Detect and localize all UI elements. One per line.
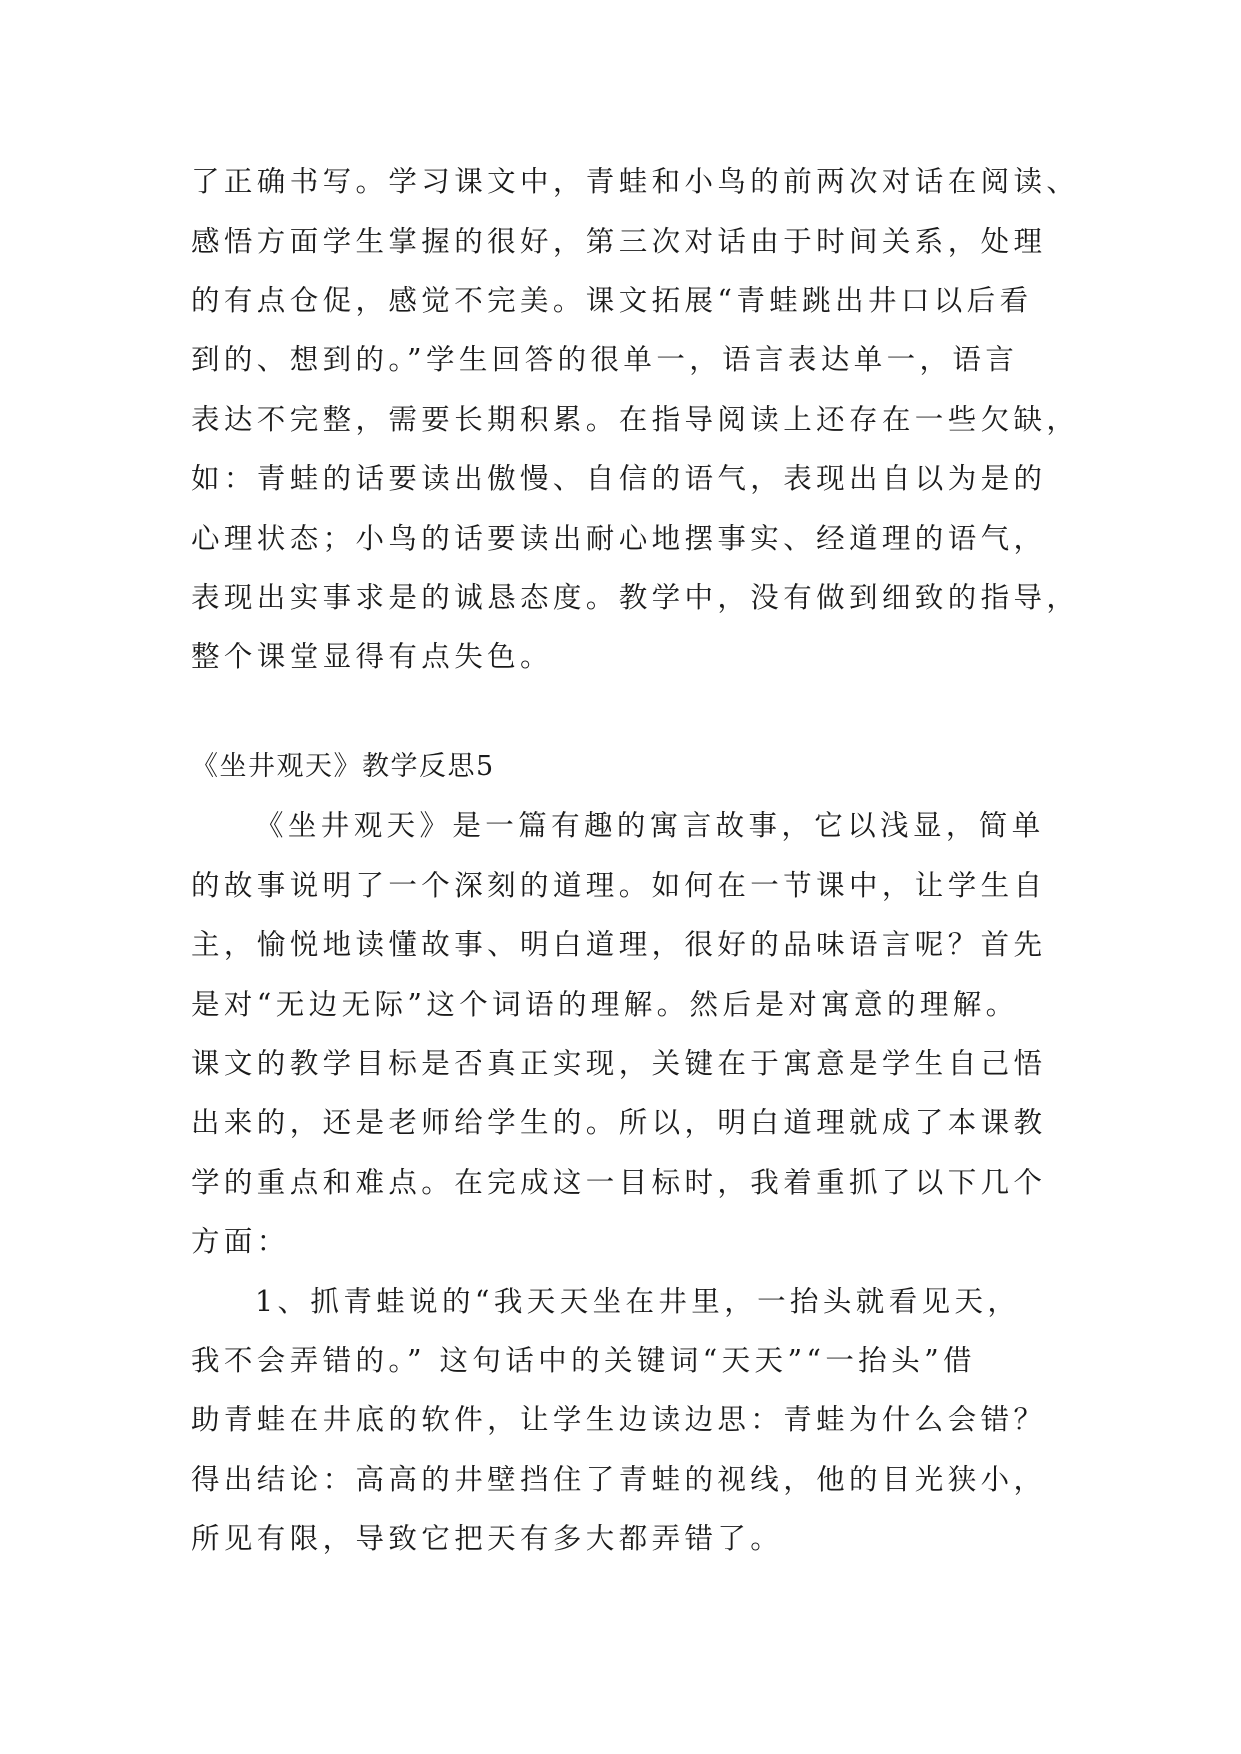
paragraph-1-line: 了正确书写。学习课文中，青蛙和小鸟的前两次对话在阅读、 <box>191 165 1080 198</box>
paragraph-2-line: 《坐井观天》是一篇有趣的寓言故事，它以浅显，简单 <box>255 809 1045 842</box>
paragraph-3-line: 我不会弄错的。” 这句话中的关键词“天天”“一抬头”借 <box>191 1344 976 1377</box>
paragraph-3-line: 助青蛙在井底的软件，让学生边读边思：青蛙为什么会错？ <box>191 1403 1047 1436</box>
paragraph-3-line: 得出结论：高高的井壁挡住了青蛙的视线，他的目光狭小， <box>191 1463 1047 1496</box>
paragraph-1-line: 感悟方面学生掌握的很好，第三次对话由于时间关系，处理 <box>191 225 1047 258</box>
paragraph-3-line: 1、抓青蛙说的“我天天坐在井里，一抬头就看见天， <box>255 1285 1021 1318</box>
paragraph-2-line: 主，愉悦地读懂故事、明白道理，很好的品味语言呢？首先 <box>191 928 1047 961</box>
paragraph-2-line: 方面： <box>191 1225 290 1258</box>
paragraph-1-line: 的有点仓促，感觉不完美。课文拓展“青蛙跳出井口以后看 <box>191 284 1033 317</box>
paragraph-1-line: 表达不完整，需要长期积累。在指导阅读上还存在一些欠缺， <box>191 403 1080 436</box>
paragraph-1-line: 心理状态；小鸟的话要读出耐心地摆事实、经道理的语气， <box>191 522 1047 555</box>
paragraph-1-line: 整个课堂显得有点失色。 <box>191 640 553 673</box>
paragraph-2-line: 的故事说明了一个深刻的道理。如何在一节课中，让学生自 <box>191 869 1047 902</box>
paragraph-1-line: 如：青蛙的话要读出傲慢、自信的语气，表现出自以为是的 <box>191 462 1047 495</box>
paragraph-2-line: 课文的教学目标是否真正实现，关键在于寓意是学生自己悟 <box>191 1047 1047 1080</box>
paragraph-2-line: 出来的，还是老师给学生的。所以，明白道理就成了本课教 <box>191 1106 1047 1139</box>
paragraph-2-line: 是对“无边无际”这个词语的理解。然后是对寓意的理解。 <box>191 988 1019 1021</box>
paragraph-1-line: 到的、想到的。”学生回答的很单一，语言表达单一，语言 <box>191 343 1019 376</box>
paragraph-1-line: 表现出实事求是的诚恳态度。教学中，没有做到细致的指导， <box>191 581 1080 614</box>
paragraph-2-line: 学的重点和难点。在完成这一目标时，我着重抓了以下几个 <box>191 1166 1047 1199</box>
paragraph-3-line: 所见有限，导致它把天有多大都弄错了。 <box>191 1522 784 1555</box>
section-heading: 《坐井观天》教学反思5 <box>191 751 495 782</box>
